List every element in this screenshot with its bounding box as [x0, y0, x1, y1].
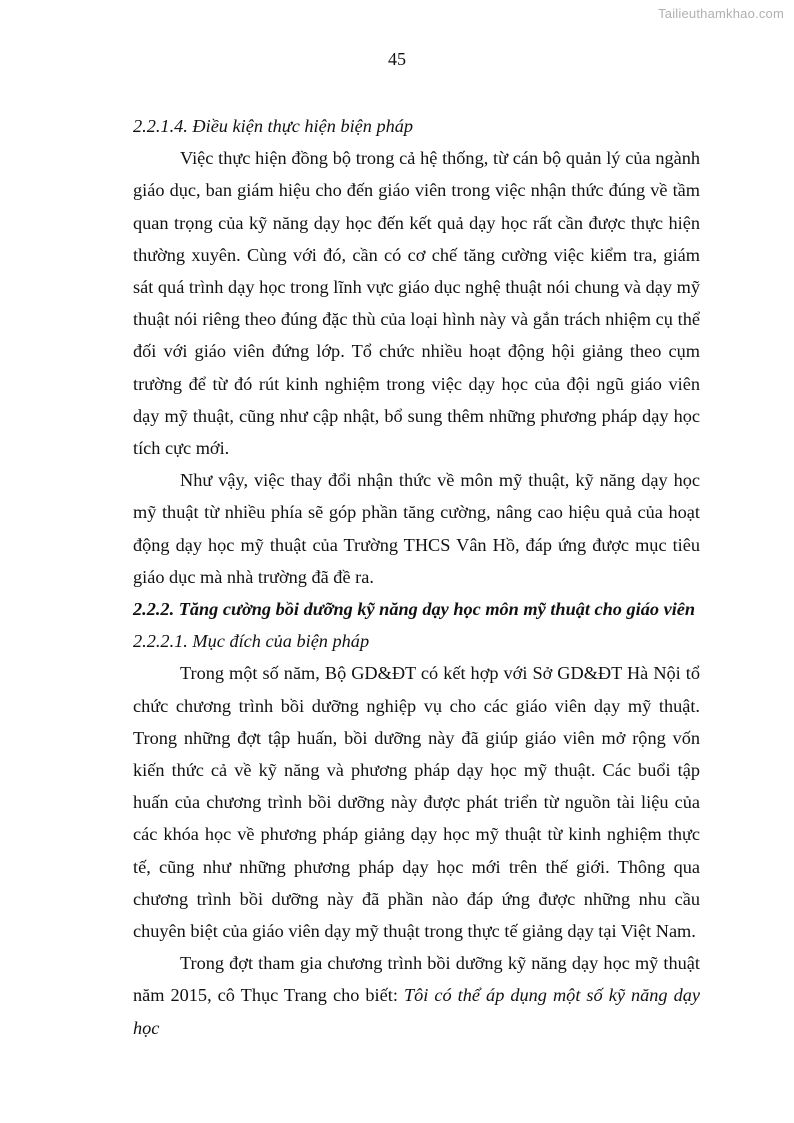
paragraph: Trong một số năm, Bộ GD&ĐT có kết hợp với Sở GD&ĐT Hà Nội tổ chức chương trình bồi dưỡng nghiệp vụ cho các giáo viên dạy mỹ thuật. Trong những đợt tập huấn, bồi dưỡng này đã giúp giáo viên mở rộng vốn kiến thức cả về kỹ năng và phương pháp dạy học mỹ thuật. Các buổi tập huấn của chương trình bồi dưỡng này được phát triển từ nguồn tài liệu của các khóa học về phương pháp giảng dạy học mỹ thuật từ kinh nghiệm thực tế, cũng như những phương pháp dạy học mới trên thế giới. Thông qua chương trình bồi dưỡng này đã phần nào đáp ứng được những nhu cầu chuyên biệt của giáo viên dạy mỹ thuật trong thực tế giảng dạy tại Việt Nam.: [133, 663, 700, 942]
paragraph: [133, 947, 700, 1044]
heading-2-2-1-4: 2.2.1.4. Điều kiện thực hiện biện pháp: [133, 116, 414, 136]
document-body: [133, 110, 700, 1044]
heading-2-2-2-1: 2.2.2.1. Mục đích của biện pháp: [133, 631, 370, 652]
paragraph-lead-text: Trong đợt tham gia chương trình bồi dưỡng kỹ năng dạy học mỹ thuật năm 2015, cô Thục Trang cho biết:: [133, 953, 700, 1006]
page-number: 45: [388, 49, 406, 69]
paragraph: Việc thực hiện đồng bộ trong cả hệ thống, từ cán bộ quản lý của ngành giáo dục, ban giám hiệu cho đến giáo viên trong việc nhận thức đúng về tầm quan trọng của kỹ năng dạy học đến kết quả dạy học rất cần được thực hiện thường xuyên. Cùng với đó, cần có cơ chế tăng cường việc kiểm tra, giám sát quá trình dạy học trong lĩnh vực giáo dục nghệ thuật nói chung và dạy mỹ thuật nói riêng theo đúng đặc thù của loại hình này và gắn trách nhiệm cụ thể đối với giáo viên đứng lớp. Tổ chức nhiều hoạt động hội giảng theo cụm trường để từ đó rút kinh nghiệm trong việc dạy học của đội ngũ giáo viên dạy mỹ thuật, cũng như cập nhật, bổ sung thêm những phương pháp dạy học tích cực mới.: [133, 148, 700, 459]
paragraph: Như vậy, việc thay đổi nhận thức về môn mỹ thuật, kỹ năng dạy học mỹ thuật từ nhiều phía sẽ góp phần tăng cường, nâng cao hiệu quả của hoạt động dạy học mỹ thuật của Trường THCS Vân Hồ, đáp ứng được mục tiêu giáo dục mà nhà trường đã đề ra.: [133, 470, 700, 587]
heading-2-2-2: 2.2.2. Tăng cường bồi dưỡng kỹ năng dạy học môn mỹ thuật cho giáo viên: [133, 599, 696, 620]
watermark-text: Tailieuthamkhao.com: [658, 6, 784, 21]
quote-text: Tôi có thể áp dụng một số kỹ năng dạy học: [133, 985, 700, 1038]
